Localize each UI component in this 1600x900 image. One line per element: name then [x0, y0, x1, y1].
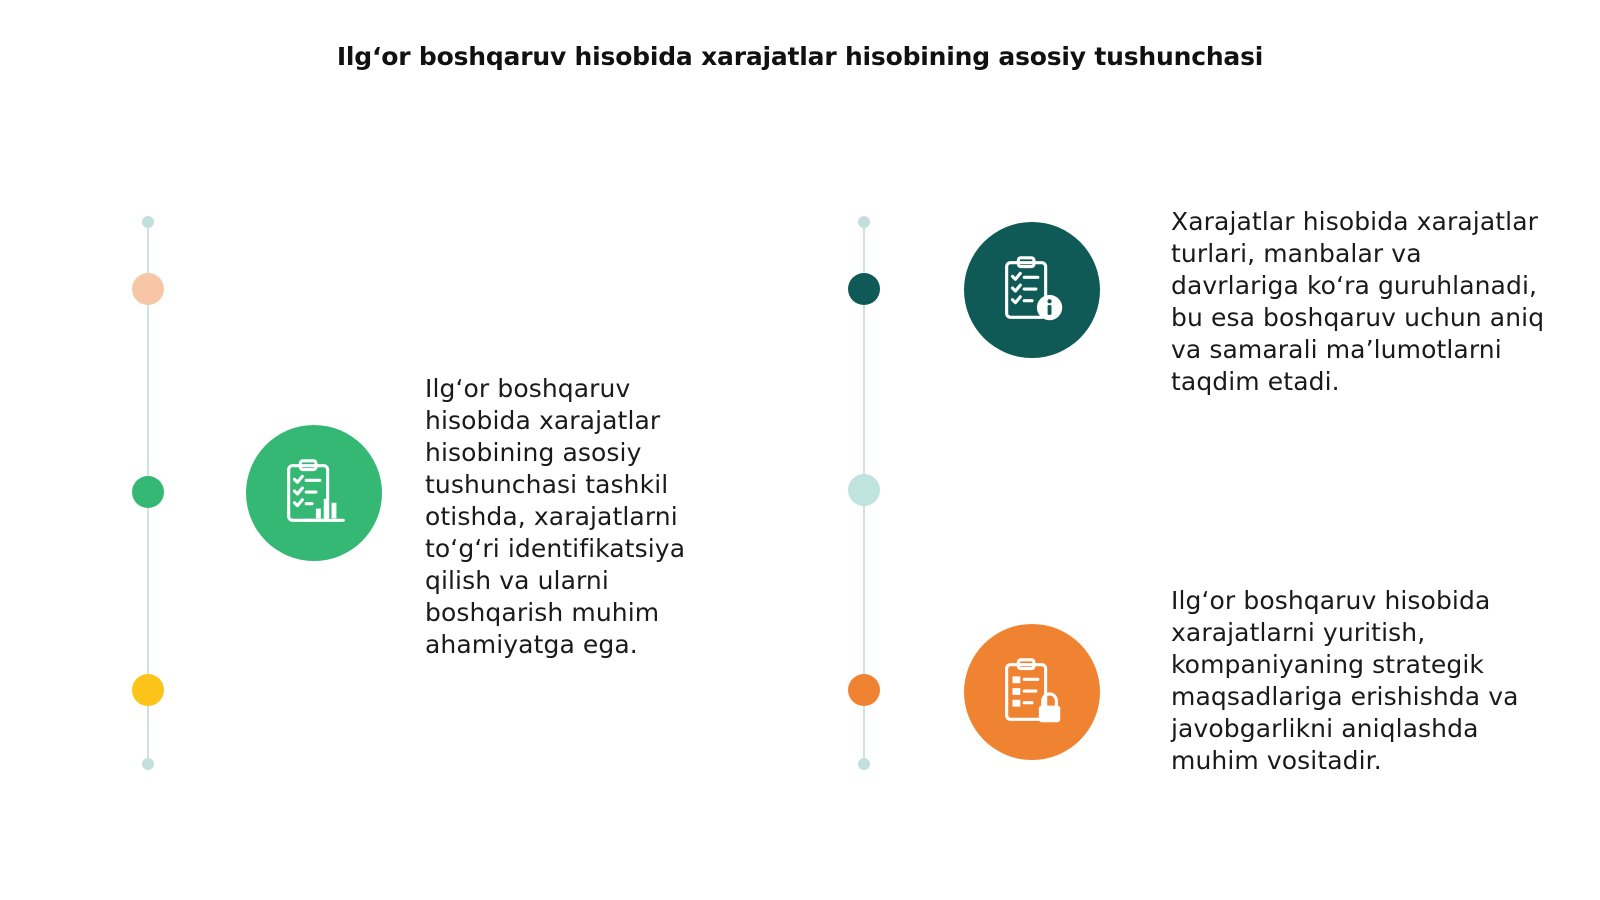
timeline-node-teal-dark: [848, 273, 880, 305]
timeline-right: [844, 0, 884, 900]
item-text-3: Ilg‘or boshqaruv hisobida xarajatlarni yuritish, kompaniyaning strategik maqsadlariga erishishda va javobgarlikni aniqlashda muhim vositadir.: [1171, 586, 1519, 775]
timeline-start-dot: [858, 216, 870, 228]
timeline-node-peach: [132, 273, 164, 305]
timeline-left: [128, 0, 168, 900]
timeline-end-dot: [142, 758, 154, 770]
item-text-2: Xarajatlar hisobida xarajatlar turlari, manbalar va davrlariga ko‘ra guruhlanadi, bu esa boshqaruv uchun aniq va samarali ma’lumotlarni taqdim etadi.: [1171, 207, 1545, 396]
page-title: Ilg‘or boshqaruv hisobida xarajatlar hisobining asosiy tushunchasi: [336, 42, 1264, 71]
timeline-node-green: [132, 476, 164, 508]
clipboard-lock-icon: [964, 624, 1100, 760]
clipboard-chart-icon: [246, 425, 382, 561]
clipboard-info-icon: [964, 222, 1100, 358]
timeline-node-teal-light: [848, 474, 880, 506]
timeline-node-orange: [848, 674, 880, 706]
timeline-end-dot: [858, 758, 870, 770]
timeline-node-yellow: [132, 674, 164, 706]
item-text-1: Ilg‘or boshqaruv hisobida xarajatlar hisobining asosiy tushunchasi tashkil otishda, xarajatlarni to‘g‘ri identifikatsiya qilish va ularni boshqarish muhim ahamiyatga ega.: [425, 374, 686, 659]
timeline-start-dot: [142, 216, 154, 228]
